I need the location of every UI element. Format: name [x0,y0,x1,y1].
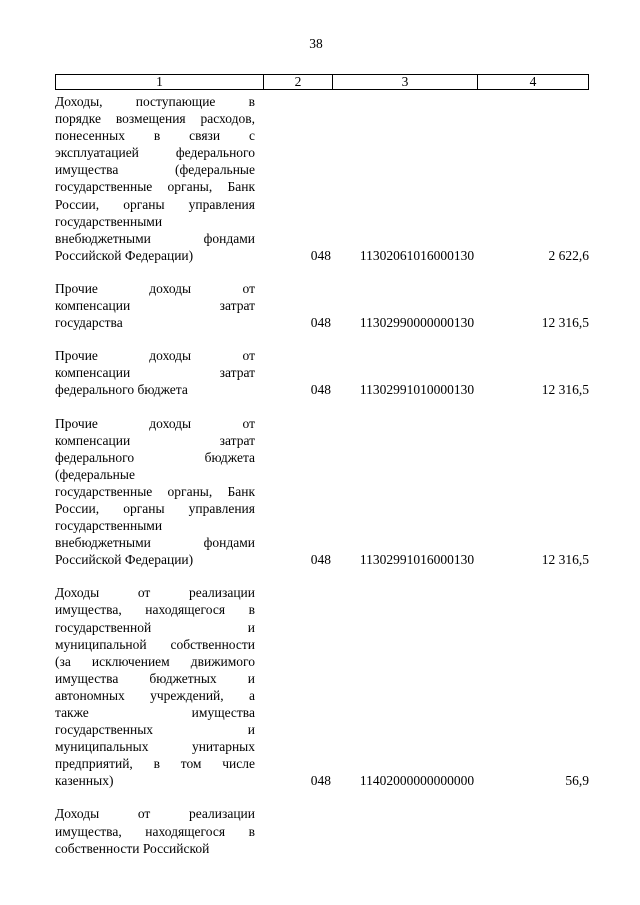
revenue-name-line: России, органы управления [55,196,255,212]
revenue-name-line: внебюджетными фондами [55,535,255,551]
table-row [55,415,589,569]
revenue-name-line: также имущества [55,705,255,720]
revenue-name-line: компенсации затрат [55,298,255,314]
revenue-name-line: Доходы от реализации [55,806,255,822]
revenue-name-line: понесенных в связи с [55,128,255,144]
admin-code: 048 [310,315,331,331]
table-header-row [55,74,589,90]
revenue-name-line: России, органы управления [55,500,255,516]
table-header-col-2: 2 [263,75,332,89]
amount: 56,9 [565,773,589,789]
revenue-name-line: Доходы от реализации [55,585,255,601]
revenue-name [55,280,255,331]
page-number: 38 [309,36,323,51]
budget-classification-code: 11302991016000130 [359,552,475,568]
revenue-name-line: федерального бюджета [55,449,255,465]
revenue-name [55,415,255,569]
revenue-name [55,805,255,856]
revenue-name [55,584,255,789]
revenue-name-line: эксплуатацией федерального [55,145,255,161]
revenue-name-line: (за исключением движимого [55,653,255,669]
revenue-name-line: порядке возмещения расходов, [55,111,255,127]
revenue-name-line: Прочие доходы от [55,415,255,431]
revenue-name-line: имущества, находящегося в [55,823,255,839]
table-row [55,805,589,856]
admin-code: 048 [310,552,331,568]
revenue-name-line: Российской Федерации) [55,552,194,568]
budget-classification-code: 11302990000000130 [359,315,475,331]
revenue-name-line: внебюджетными фондами [55,230,255,246]
revenue-name-line: компенсации затрат [55,432,255,448]
revenue-name-line: автономных учреждений, а [55,687,255,703]
budget-classification-code: 11302061016000130 [359,247,475,263]
revenue-name-line: государственные органы, Банк [55,483,255,499]
revenue-name [55,347,255,398]
revenue-name-line: государственной и [55,619,255,635]
amount: 2 622,6 [548,247,589,263]
revenue-name-line: имущества (федеральные [55,162,255,178]
revenue-name-line: предприятий, в том числе [55,756,255,772]
revenue-name-line: государства [55,315,123,331]
revenue-name-line: компенсации затрат [55,365,255,381]
revenue-name-line: государственными [55,213,163,229]
table-row [55,280,589,331]
revenue-name-line: государственными [55,518,163,534]
revenue-name-line: Прочие доходы от [55,348,255,364]
table-row [55,347,589,398]
amount: 12 316,5 [541,315,589,331]
revenue-name-line: государственные органы, Банк [55,179,255,195]
revenue-name-line: государственных и [55,722,255,738]
table-body [55,93,589,873]
admin-code: 048 [310,773,331,789]
table-header-col-4: 4 [477,75,588,89]
table-row [55,93,589,264]
amount: 12 316,5 [541,552,589,568]
admin-code: 048 [310,382,331,398]
budget-classification-code: 11302991010000130 [359,382,475,398]
table-header-col-1: 1 [156,74,163,89]
revenue-name-line: Российской Федерации) [55,247,194,263]
revenue-name-line: собственности Российской [55,840,210,856]
revenue-name-line: (федеральные [55,466,135,482]
budget-classification-code: 11402000000000000 [359,773,475,789]
revenue-name-line: имущества бюджетных и [55,670,255,686]
amount: 12 316,5 [541,382,589,398]
revenue-name-line: Доходы, поступающие в [55,94,255,109]
revenue-name-line: казенных) [55,773,114,789]
admin-code: 048 [310,247,331,263]
table-row [55,584,589,789]
revenue-name-line: муниципальных унитарных [55,739,255,755]
revenue-name-line: имущества, находящегося в [55,602,255,618]
revenue-name [55,93,255,264]
revenue-name-line: Прочие доходы от [55,280,255,296]
revenue-name-line: муниципальной собственности [55,636,255,652]
table-header-col-3: 3 [332,75,477,89]
revenue-name-line: федерального бюджета [55,382,188,398]
